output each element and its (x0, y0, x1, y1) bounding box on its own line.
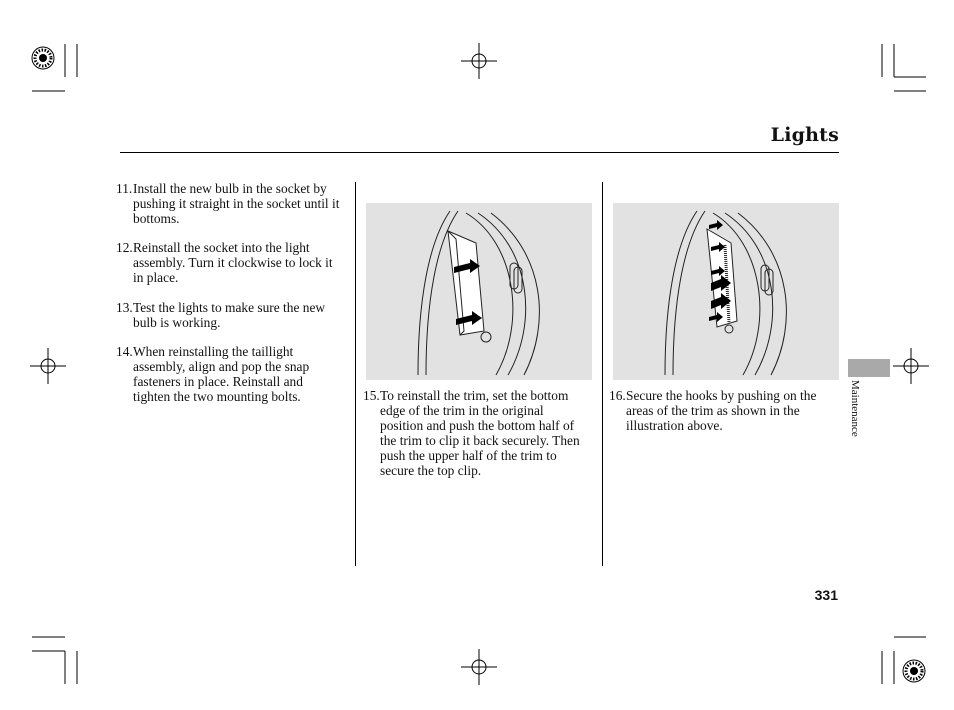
section-tab (848, 359, 890, 377)
step-16: 16. Secure the hooks by pushing on the areas of the trim as shown in the illustration above. (609, 388, 817, 433)
step-12: 12. Reinstall the socket into the light assembly. Turn it clockwise to lock it in place. (116, 240, 333, 285)
step-13: 13. Test the lights to make sure the new bulb is working. (116, 300, 326, 330)
registration-target-bottom-right-icon (903, 660, 925, 682)
step-15: 15. To reinstall the trim, set the bottom edge of the trim in the original position and push the bottom half of the trim to clip it back securely. Then push the upper half of the trim to secure the top clip. (363, 388, 580, 478)
hooks-push-diagram (613, 203, 839, 380)
trim-bottom-illustration (366, 203, 592, 380)
column-divider-2 (602, 182, 603, 566)
step-14: 14. When reinstalling the taillight assembly, align and pop the snap fasteners in place. Reinstall and tighten the two mounting bolts. (116, 344, 310, 404)
trim-hooks-illustration (613, 203, 839, 380)
column-divider-1 (355, 182, 356, 566)
section-tab-label: Maintenance (849, 380, 861, 437)
page-title: Lights (770, 124, 839, 146)
header-rule (120, 152, 839, 153)
step-11: 11. Install the new bulb in the socket by pushing it straight in the socket until it bottoms. (116, 181, 340, 226)
trim-push-diagram (366, 203, 592, 380)
registration-target-top-left-icon (32, 47, 54, 69)
page-number: 331 (814, 587, 838, 603)
